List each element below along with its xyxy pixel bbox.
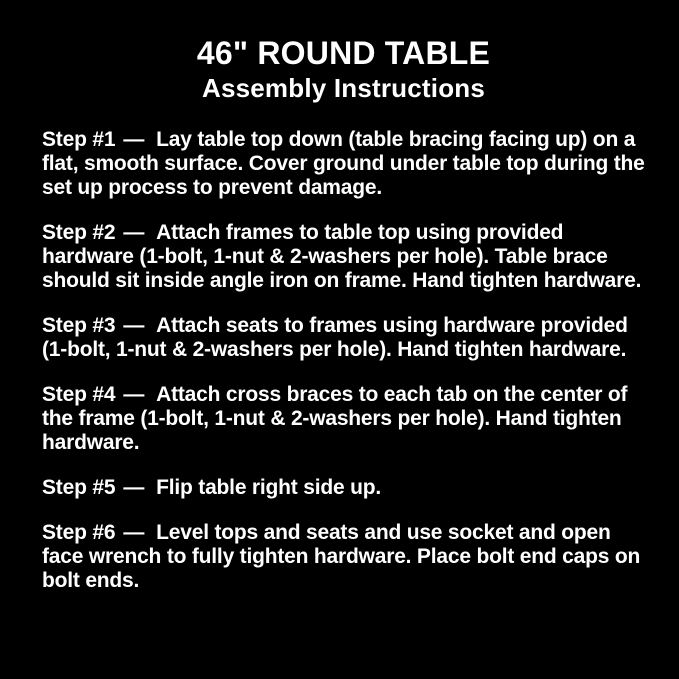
step-label: Step #3 xyxy=(42,314,116,337)
step-text: Lay table top down (table bracing facing up) on a flat, smooth surface. Cover ground under table top during the set up process to prevent damage. xyxy=(42,128,645,199)
step-item xyxy=(42,383,645,455)
step-text: Flip table right side up. xyxy=(156,476,381,499)
step-item xyxy=(42,128,645,200)
step-text: Attach frames to table top using provided hardware (1-bolt, 1-nut & 2-washers per hole). Table brace should sit inside angle iron on frame. Hand tighten hardware. xyxy=(42,221,642,292)
step-text: Level tops and seats and use socket and open face wrench to fully tighten hardware. Place bolt end caps on bolt ends. xyxy=(42,521,641,592)
page-subtitle: Assembly Instructions xyxy=(201,73,486,103)
step-dash: — xyxy=(123,383,145,406)
step-dash: — xyxy=(123,476,145,499)
page-title: 46" ROUND TABLE xyxy=(196,35,491,71)
step-item xyxy=(42,476,645,500)
step-dash: — xyxy=(123,521,145,544)
step-label: Step #4 xyxy=(42,383,116,406)
step-item xyxy=(42,521,645,593)
assembly-instructions-card xyxy=(0,35,679,679)
step-text: Attach cross braces to each tab on the center of the frame (1-bolt, 1-nut & 2-washers per hole). Hand tighten hardware. xyxy=(42,383,628,454)
step-dash: — xyxy=(123,314,145,337)
step-label: Step #5 xyxy=(42,476,116,499)
steps-list xyxy=(42,128,645,593)
step-label: Step #1 xyxy=(42,128,116,151)
step-item xyxy=(42,314,645,362)
step-dash: — xyxy=(123,221,145,244)
step-item xyxy=(42,221,645,293)
step-text: Attach seats to frames using hardware provided (1-bolt, 1-nut & 2-washers per hole). Hand tighten hardware. xyxy=(42,314,628,361)
step-label: Step #6 xyxy=(42,521,116,544)
step-dash: — xyxy=(123,128,145,151)
step-label: Step #2 xyxy=(42,221,116,244)
